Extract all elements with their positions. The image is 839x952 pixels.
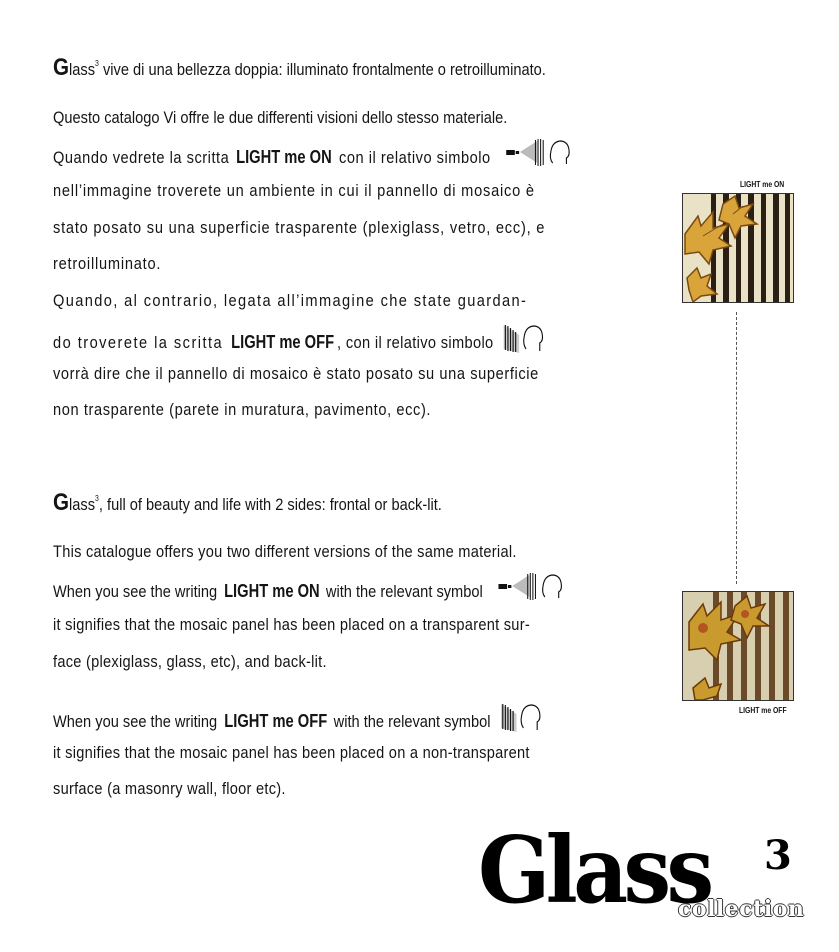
text-line: it signifies that the mosaic panel has been placed on a transparent sur- xyxy=(53,615,530,634)
light-off-tag: LIGHT me OFF xyxy=(223,711,327,732)
text-line: nell’immagine troverete un ambiente in cui il pannello di mosaico è xyxy=(53,181,535,200)
headline-initial: G xyxy=(53,489,70,516)
text-span: When you see the writing xyxy=(53,712,222,732)
logo-superscript: 3 xyxy=(764,832,792,879)
light-on-tag: LIGHT me ON xyxy=(236,146,332,167)
text-line: face (plexiglass, glass, etc), and back-lit. xyxy=(53,651,327,671)
english-headline xyxy=(53,481,569,523)
text-line xyxy=(53,571,569,608)
italian-headline xyxy=(53,46,569,88)
headline-text: vive di una bellezza doppia: illuminato frontalmente o retroilluminato. xyxy=(98,60,546,79)
text-span: , con il relativo simbolo xyxy=(337,333,494,353)
light-off-thumbnail xyxy=(682,591,794,701)
logo-subtitle: collection xyxy=(678,896,805,922)
headline-initial: G xyxy=(53,54,70,81)
text-line xyxy=(53,319,569,356)
headline-word: lass xyxy=(69,495,96,514)
text-line: non trasparente (parete in muratura, pavimento, ecc). xyxy=(53,400,432,419)
text-line: This catalogue offers you two different versions of the same material. xyxy=(53,542,517,561)
english-paragraph-2 xyxy=(53,698,569,808)
text-line: surface (a masonry wall, floor etc). xyxy=(53,779,286,798)
text-line xyxy=(53,137,569,174)
text-line: Questo catalogo Vi offre le due differenti visioni dello stesso materiale. xyxy=(53,108,508,127)
english-paragraph xyxy=(53,534,569,680)
light-on-thumbnail xyxy=(682,193,794,303)
text-line: Quando, al contrario, legata all’immagine che state guardan- xyxy=(53,290,528,310)
connector-line xyxy=(736,312,737,584)
text-span: do troverete la scritta xyxy=(53,333,229,353)
text-line xyxy=(53,698,569,735)
text-span: con il relativo simbolo xyxy=(334,147,491,167)
text-span: with the relevant symbol xyxy=(321,581,483,601)
text-line: it signifies that the mosaic panel has been placed on a non-transparent xyxy=(53,742,530,762)
headline-sup: 3 xyxy=(95,59,99,68)
light-on-caption: LIGHT me ON xyxy=(740,180,785,189)
text-line: vorrà dire che il pannello di mosaico è stato posato su una superficie xyxy=(53,363,539,383)
text-line: stato posato su una superficie trasparente (plexiglass, vetro, ecc), e xyxy=(53,217,546,237)
text-span: Quando vedrete la scritta xyxy=(53,147,234,167)
light-off-tag: LIGHT me OFF xyxy=(231,332,335,353)
headline-text: , full of beauty and life with 2 sides: frontal or back-lit. xyxy=(98,495,442,514)
text-line: retroilluminato. xyxy=(53,254,162,273)
text-span: with the relevant symbol xyxy=(329,712,491,732)
headline-sup: 3 xyxy=(95,494,99,503)
light-on-tag: LIGHT me ON xyxy=(223,580,320,601)
headline-word: lass xyxy=(69,60,96,79)
italian-paragraph xyxy=(53,100,569,429)
glass-collection-logo xyxy=(478,816,808,930)
text-span: When you see the writing xyxy=(53,581,222,601)
light-off-caption: LIGHT me OFF xyxy=(739,706,787,715)
logo-word: Glass xyxy=(478,816,710,924)
